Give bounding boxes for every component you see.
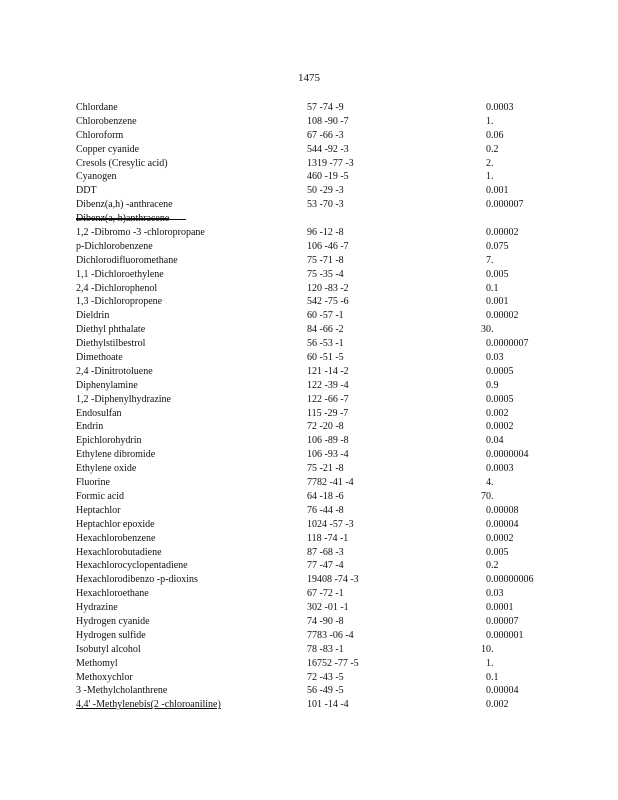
table-row (76, 268, 546, 282)
table-row (76, 198, 546, 212)
table-row (76, 170, 546, 184)
limit-value: 0.00004 (486, 685, 519, 697)
limit-value: 0.000001 (486, 629, 524, 641)
limit-value: 0.0002 (486, 421, 514, 433)
cas-number: 106 -93 -4 (307, 449, 349, 461)
limit-value: 0.00000006 (486, 574, 534, 586)
table-row (76, 407, 546, 421)
table-row (76, 587, 546, 601)
cas-number: 78 -83 -1 (307, 643, 344, 655)
cas-number: 19408 -74 -3 (307, 574, 359, 586)
limit-value: 0.2 (486, 560, 499, 572)
chemical-name: 3 -Methylcholanthrene (76, 685, 168, 697)
table-row (76, 462, 546, 476)
limit-value: 0.075 (486, 240, 509, 252)
cas-number: 122 -66 -7 (307, 393, 349, 405)
table-row (76, 643, 546, 657)
limit-value: 0.005 (486, 546, 509, 558)
cas-number: 121 -14 -2 (307, 365, 349, 377)
chemical-name: Hydrogen cyanide (76, 615, 150, 627)
table-row (76, 490, 546, 504)
table-row (76, 101, 546, 115)
cas-number: 1024 -57 -3 (307, 518, 354, 530)
limit-value: 7. (486, 254, 494, 266)
cas-number: 120 -83 -2 (307, 282, 349, 294)
table-row (76, 684, 546, 698)
chemical-name: p-Dichlorobenzene (76, 240, 153, 252)
limit-value: 30. (481, 324, 494, 336)
cas-number: 16752 -77 -5 (307, 657, 359, 669)
chemical-name: Methomyl (76, 657, 118, 669)
table-row (76, 615, 546, 629)
limit-value: 1. (486, 657, 494, 669)
cas-number: 302 -01 -1 (307, 602, 349, 614)
table-row (76, 420, 546, 434)
chemical-name: Hydrazine (76, 602, 118, 614)
chemical-name: Isobutyl alcohol (76, 643, 141, 655)
limit-value: 0.00007 (486, 615, 519, 627)
limit-value: 0.0001 (486, 602, 514, 614)
chemical-name: Dibenz(a, h)anthracene (76, 213, 170, 225)
chemical-name: Diethylstilbestrol (76, 338, 146, 350)
limit-value: 0.0005 (486, 393, 514, 405)
chemical-name: Endrin (76, 421, 104, 433)
table-row (76, 657, 546, 671)
chemical-name: Hexachlorobenzene (76, 532, 156, 544)
table-row (76, 184, 546, 198)
table-row (76, 226, 546, 240)
cas-number: 118 -74 -1 (307, 532, 349, 544)
cas-number: 122 -39 -4 (307, 379, 349, 391)
cas-number: 50 -29 -3 (307, 185, 344, 197)
chemical-name: Chlordane (76, 102, 118, 113)
cas-number: 544 -92 -3 (307, 143, 349, 155)
cas-number: 67 -72 -1 (307, 588, 344, 600)
cas-number: 60 -51 -5 (307, 352, 344, 364)
limit-value: 0.0003 (486, 102, 514, 113)
cas-number: 64 -18 -6 (307, 490, 344, 502)
table-row (76, 629, 546, 643)
limit-value: 0.03 (486, 352, 504, 364)
limit-value: 0.001 (486, 296, 509, 308)
chemical-name: 1,2 -Diphenylhydrazine (76, 393, 171, 405)
chemical-name: Hexachlorobutadiene (76, 546, 162, 558)
limit-value: 0.0000007 (486, 338, 529, 350)
cas-number: 72 -20 -8 (307, 421, 344, 433)
limit-value: 0.00004 (486, 518, 519, 530)
chemical-name: Dichlorodifluoromethane (76, 254, 178, 266)
chemical-name: Diphenylamine (76, 379, 138, 391)
table-row (76, 337, 546, 351)
page-number: 1475 (298, 72, 320, 84)
cas-number: 74 -90 -8 (307, 615, 344, 627)
table-row (76, 143, 546, 157)
cas-number: 72 -43 -5 (307, 671, 344, 683)
table-row (76, 434, 546, 448)
table-row (76, 393, 546, 407)
chemical-limits-table (76, 101, 546, 712)
limit-value: 0.2 (486, 143, 499, 155)
table-row (76, 240, 546, 254)
cas-number: 96 -12 -8 (307, 227, 344, 239)
chemical-name: Dimethoate (76, 352, 123, 364)
cas-number: 56 -53 -1 (307, 338, 344, 350)
chemical-name: Epichlorohydrin (76, 435, 142, 447)
table-row (76, 504, 546, 518)
chemical-name: Endosulfan (76, 407, 122, 419)
cas-number: 106 -89 -8 (307, 435, 349, 447)
table-row (76, 295, 546, 309)
cas-number: 1319 -77 -3 (307, 157, 354, 169)
limit-value: 0.002 (486, 699, 509, 711)
limit-value: 0.1 (486, 671, 499, 683)
cas-number: 7782 -41 -4 (307, 477, 354, 489)
chemical-name: Formic acid (76, 490, 125, 502)
table-row (76, 518, 546, 532)
limit-value: 0.04 (486, 435, 504, 447)
cas-number: 75 -71 -8 (307, 254, 344, 266)
cas-number: 67 -66 -3 (307, 129, 344, 141)
cas-number: 7783 -06 -4 (307, 629, 354, 641)
table-row (76, 309, 546, 323)
table-row (76, 129, 546, 143)
chemical-name: DDT (76, 185, 97, 197)
chemical-name: Ethylene dibromide (76, 449, 156, 461)
table-row (76, 115, 546, 129)
chemical-name: Hexachloroethane (76, 588, 149, 600)
chemical-name: Methoxychlor (76, 671, 133, 683)
table-row (76, 546, 546, 560)
chemical-name: 1,1 -Dichloroethylene (76, 268, 164, 280)
table-row (76, 559, 546, 573)
chemical-name: Hexachlorodibenzo -p-dioxins (76, 574, 198, 586)
table-row (76, 671, 546, 685)
limit-value: 0.9 (486, 379, 499, 391)
cas-number: 75 -35 -4 (307, 268, 344, 280)
chemical-name: 1,3 -Dichloropropene (76, 296, 163, 308)
table-row (76, 448, 546, 462)
cas-number: 60 -57 -1 (307, 310, 344, 322)
limit-value: 0.0002 (486, 532, 514, 544)
limit-value: 0.0003 (486, 463, 514, 475)
table-row (76, 698, 546, 712)
chemical-name: Cyanogen (76, 171, 117, 183)
limit-value: 0.00002 (486, 227, 519, 239)
limit-value: 0.06 (486, 129, 504, 141)
chemical-name: Chlorobenzene (76, 115, 137, 127)
chemical-name: Cresols (Cresylic acid) (76, 157, 168, 169)
chemical-name: Dibenz(a,h) -anthracene (76, 199, 173, 211)
limit-value: 70. (481, 490, 494, 502)
limit-value: 1. (486, 171, 494, 183)
cas-number: 106 -46 -7 (307, 240, 349, 252)
limit-value: 0.002 (486, 407, 509, 419)
table-row (76, 323, 546, 337)
cas-number: 53 -70 -3 (307, 199, 344, 211)
table-row (76, 282, 546, 296)
table-row (76, 476, 546, 490)
cas-number: 87 -68 -3 (307, 546, 344, 558)
chemical-name: Ethylene oxide (76, 463, 137, 475)
limit-value: 0.001 (486, 185, 509, 197)
chemical-name: Heptachlor (76, 504, 121, 516)
limit-value: 0.03 (486, 588, 504, 600)
chemical-name: 2,4 -Dichlorophenol (76, 282, 158, 294)
limit-value: 0.00008 (486, 504, 519, 516)
limit-value: 0.000007 (486, 199, 524, 211)
table-row (76, 351, 546, 365)
cas-number: 108 -90 -7 (307, 115, 349, 127)
cas-number: 101 -14 -4 (307, 699, 349, 711)
table-row (76, 157, 546, 171)
cas-number: 460 -19 -5 (307, 171, 349, 183)
chemical-name: 4,4' -Methylenebis(2 -chloroaniline) (76, 699, 221, 711)
limit-value: 0.0005 (486, 365, 514, 377)
chemical-name: Dieldrin (76, 310, 110, 322)
limit-value: 0.00002 (486, 310, 519, 322)
limit-value: 2. (486, 157, 494, 169)
limit-value: 0.1 (486, 282, 499, 294)
table-row (76, 365, 546, 379)
limit-value: 4. (486, 477, 494, 489)
table-row (76, 573, 546, 587)
limit-value: 0.005 (486, 268, 509, 280)
chemical-name: 2,4 -Dinitrotoluene (76, 365, 153, 377)
cas-number: 84 -66 -2 (307, 324, 344, 336)
cas-number: 56 -49 -5 (307, 685, 344, 697)
cas-number: 77 -47 -4 (307, 560, 344, 572)
chemical-name: Heptachlor epoxide (76, 518, 155, 530)
cas-number: 75 -21 -8 (307, 463, 344, 475)
strikethrough-line (76, 219, 186, 220)
limit-value: 0.0000004 (486, 449, 529, 461)
table-row (76, 532, 546, 546)
cas-number: 57 -74 -9 (307, 102, 344, 113)
cas-number: 76 -44 -8 (307, 504, 344, 516)
limit-value: 1. (486, 115, 494, 127)
chemical-name: Hydrogen sulfide (76, 629, 146, 641)
chemical-name: Hexachlorocyclopentadiene (76, 560, 188, 572)
chemical-name: Diethyl phthalate (76, 324, 146, 336)
cas-number: 542 -75 -6 (307, 296, 349, 308)
chemical-name: Copper cyanide (76, 143, 140, 155)
table-row (76, 212, 546, 226)
table-row (76, 601, 546, 615)
limit-value: 10. (481, 643, 494, 655)
chemical-name: 1,2 -Dibromo -3 -chloropropane (76, 227, 205, 239)
table-row (76, 254, 546, 268)
table-row (76, 379, 546, 393)
cas-number: 115 -29 -7 (307, 407, 349, 419)
chemical-name: Chloroform (76, 129, 124, 141)
chemical-name: Fluorine (76, 477, 110, 489)
